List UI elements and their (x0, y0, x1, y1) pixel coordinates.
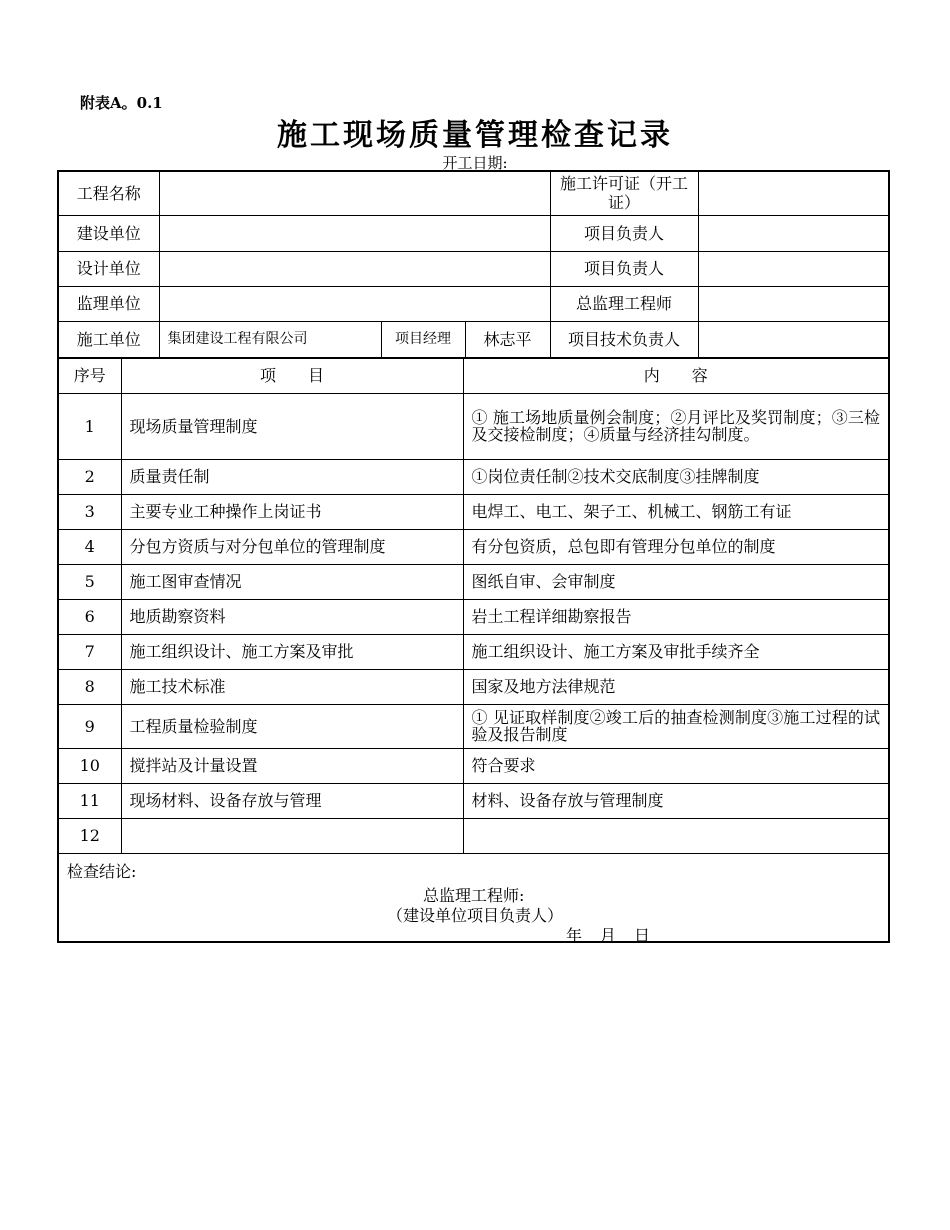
builder-person-label: 项目负责人 (550, 215, 698, 251)
design-person-field[interactable] (698, 251, 888, 286)
table-row (59, 459, 888, 494)
checklist-table (59, 358, 888, 945)
row-item: 施工图审查情况 (121, 564, 463, 599)
chief-engineer-field[interactable] (698, 286, 888, 321)
row-no: 9 (59, 704, 121, 748)
permit-field[interactable] (698, 172, 888, 215)
owner-signature-label: （建设单位项目负责人） (387, 905, 564, 925)
table-row (59, 818, 888, 853)
row-item: 主要专业工种操作上岗证书 (121, 494, 463, 529)
row-item: 搅拌站及计量设置 (121, 748, 463, 783)
tech-lead-label: 项目技术负责人 (550, 321, 698, 357)
contractor-label: 施工单位 (59, 321, 159, 357)
row-content[interactable]: 有分包资质，总包即有管理分包单位的制度 (463, 529, 888, 564)
table-row (59, 494, 888, 529)
row-no: 12 (59, 818, 121, 853)
table-row (59, 599, 888, 634)
table-row (59, 634, 888, 669)
conclusion-cell[interactable] (59, 853, 888, 945)
row-no: 2 (59, 459, 121, 494)
row-item: 工程质量检验制度 (121, 704, 463, 748)
appendix-label: 附表A。0.1 (80, 94, 163, 112)
row-no: 1 (59, 393, 121, 459)
row-content[interactable]: ① 施工场地质量例会制度；②月评比及奖罚制度；③三检及交接检制度；④质量与经济挂勾制度。 (463, 393, 888, 459)
row-item[interactable] (121, 818, 463, 853)
start-date-label: 开工日期: (442, 154, 508, 172)
row-content[interactable]: 图纸自审、会审制度 (463, 564, 888, 599)
row-content[interactable]: 国家及地方法律规范 (463, 669, 888, 704)
form-title: 施工现场质量管理检查记录 (277, 118, 673, 153)
row-content[interactable]: ①岗位责任制②技术交底制度③挂牌制度 (463, 459, 888, 494)
row-no: 5 (59, 564, 121, 599)
col-header-content: 内 容 (463, 358, 888, 393)
table-row (59, 529, 888, 564)
row-no: 11 (59, 783, 121, 818)
row-content[interactable]: 岩土工程详细勘察报告 (463, 599, 888, 634)
col-header-item: 项 目 (121, 358, 463, 393)
conclusion-label: 检查结论: (67, 861, 137, 881)
row-content[interactable]: 施工组织设计、施工方案及审批手续齐全 (463, 634, 888, 669)
row-no: 6 (59, 599, 121, 634)
chief-engineer-signature-label: 总监理工程师: (423, 885, 525, 905)
inspection-form (57, 170, 890, 943)
design-label: 设计单位 (59, 251, 159, 286)
row-no: 3 (59, 494, 121, 529)
table-row (59, 704, 888, 748)
table-row (59, 783, 888, 818)
table-row (59, 669, 888, 704)
row-item: 地质勘察资料 (121, 599, 463, 634)
project-name-label: 工程名称 (59, 172, 159, 215)
row-item: 施工技术标准 (121, 669, 463, 704)
design-field[interactable] (159, 251, 550, 286)
pm-field[interactable]: 林志平 (465, 321, 550, 357)
table-row (59, 393, 888, 459)
builder-label: 建设单位 (59, 215, 159, 251)
supervision-field[interactable] (159, 286, 550, 321)
row-item: 质量责任制 (121, 459, 463, 494)
row-content[interactable]: 材料、设备存放与管理制度 (463, 783, 888, 818)
date-label: 年 月 日 (566, 925, 652, 945)
design-person-label: 项目负责人 (550, 251, 698, 286)
contractor-field[interactable]: 集团建设工程有限公司 (159, 321, 381, 357)
row-item: 现场材料、设备存放与管理 (121, 783, 463, 818)
row-content[interactable]: ① 见证取样制度②竣工后的抽查检测制度③施工过程的试验及报告制度 (463, 704, 888, 748)
row-content[interactable]: 电焊工、电工、架子工、机械工、钢筋工有证 (463, 494, 888, 529)
col-header-no: 序号 (59, 358, 121, 393)
pm-label: 项目经理 (381, 321, 465, 357)
builder-field[interactable] (159, 215, 550, 251)
table-row (59, 564, 888, 599)
row-content[interactable] (463, 818, 888, 853)
tech-lead-field[interactable] (698, 321, 888, 357)
row-no: 4 (59, 529, 121, 564)
row-item: 分包方资质与对分包单位的管理制度 (121, 529, 463, 564)
project-name-field[interactable] (159, 172, 550, 215)
row-item: 现场质量管理制度 (121, 393, 463, 459)
row-no: 7 (59, 634, 121, 669)
row-no: 8 (59, 669, 121, 704)
info-table (59, 172, 888, 358)
supervision-label: 监理单位 (59, 286, 159, 321)
row-item: 施工组织设计、施工方案及审批 (121, 634, 463, 669)
table-row (59, 748, 888, 783)
chief-engineer-label: 总监理工程师 (550, 286, 698, 321)
permit-label: 施工许可证（开工证） (550, 172, 698, 215)
row-no: 10 (59, 748, 121, 783)
builder-person-field[interactable] (698, 215, 888, 251)
row-content[interactable]: 符合要求 (463, 748, 888, 783)
